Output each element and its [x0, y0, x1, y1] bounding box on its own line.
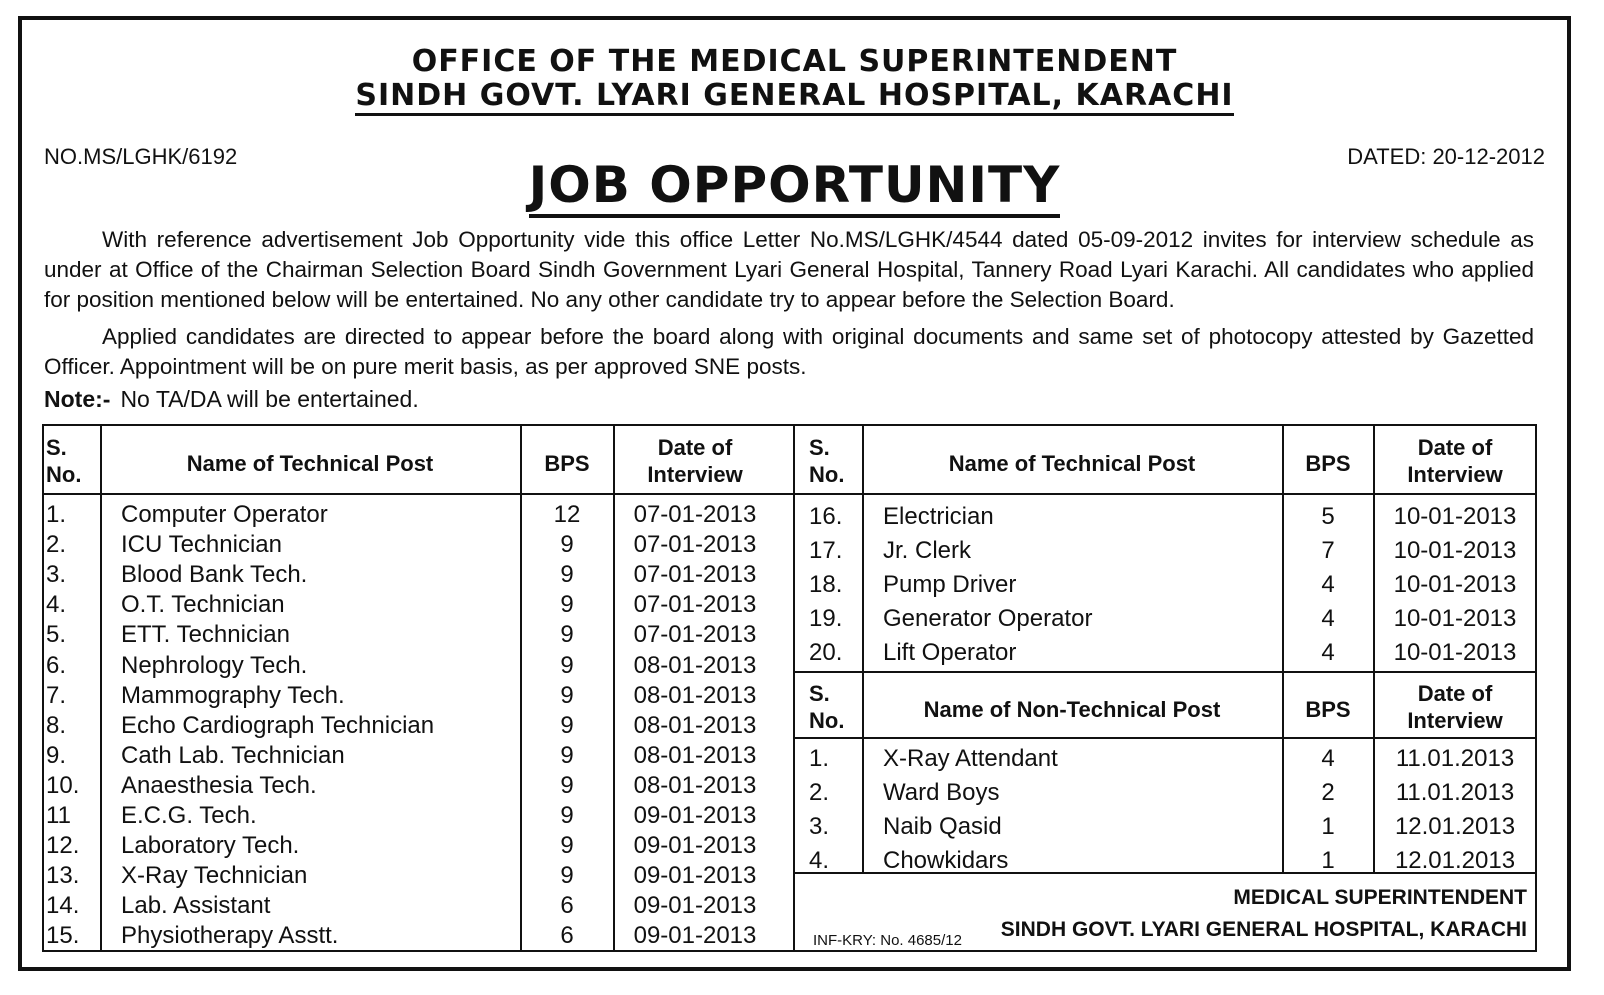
cell-bps: 9: [560, 621, 574, 649]
cell-date: 12.01.2013: [1394, 813, 1516, 840]
cell-date: 08-01-2013: [633, 771, 757, 799]
header-post-name: Name of Technical Post: [186, 451, 434, 476]
cell-sno: 5.: [46, 621, 67, 649]
cell-date: 07-01-2013: [633, 531, 757, 559]
cell-sno: 2.: [809, 779, 830, 806]
cell-bps: 9: [560, 651, 574, 679]
cell-name: Electrician: [883, 503, 994, 530]
page-title-text: JOB OPPORTUNITY: [529, 156, 1061, 218]
cell-name: Lab. Assistant: [121, 892, 271, 920]
paragraph-reference-text: With reference advertisement Job Opportunity vide this office Letter No.MS/LGHK/4544 dated 05-09-2012 invites for interview schedule as under at Office of the Chairman Selection Board Sindh Government Lyari General Hospital, Tannery Road Lyari Karachi. All candidates who applied for position mentioned below will be entertained. No any other candidate try to appear before the Selection Board.: [44, 227, 1534, 312]
header-bps: BPS: [544, 451, 590, 476]
cell-date: 07-01-2013: [633, 591, 757, 619]
cell-bps: 1: [1321, 847, 1335, 874]
cell-date: 10-01-2013: [1393, 605, 1517, 632]
cell-bps: 9: [560, 531, 574, 559]
cell-date: 11.01.2013: [1395, 745, 1515, 772]
cell-sno: 17.: [809, 537, 843, 564]
cell-sno: 14.: [46, 892, 80, 920]
cell-date: 09-01-2013: [633, 922, 757, 950]
paragraph-instructions-text: Applied candidates are directed to appear before the board along with original documents and same set of photocopy attested by Gazetted Officer. Appointment will be on pure merit basis, as per approved SNE posts.: [44, 324, 1534, 379]
cell-date: 10-01-2013: [1393, 537, 1517, 564]
header-sno-right: S. No.: [809, 435, 845, 487]
cell-bps: 4: [1321, 571, 1335, 598]
cell-date: 10-01-2013: [1393, 571, 1517, 598]
cell-date: 09-01-2013: [633, 832, 757, 860]
cell-sno: 9.: [46, 741, 67, 769]
cell-name: Laboratory Tech.: [121, 832, 300, 860]
cell-date: 09-01-2013: [633, 802, 757, 829]
cell-sno: 7.: [46, 681, 67, 709]
cell-bps: 7: [1321, 537, 1335, 564]
cell-date: 08-01-2013: [633, 651, 757, 679]
cell-name: Jr. Clerk: [883, 537, 972, 564]
cell-name: Physiotherapy Asstt.: [121, 922, 339, 950]
cell-date: 10-01-2013: [1393, 503, 1517, 530]
cell-name: Cath Lab. Technician: [121, 741, 345, 769]
technical-posts-table-right: [793, 424, 1537, 952]
cell-date: 07-01-2013: [633, 561, 757, 589]
cell-sno: 6.: [46, 651, 67, 679]
cell-name: Echo Cardiograph Technician: [121, 711, 435, 739]
cell-sno: 2.: [46, 531, 67, 559]
cell-bps: 9: [560, 591, 574, 619]
cell-name: ICU Technician: [121, 531, 282, 559]
cell-sno: 13.: [46, 862, 80, 890]
cell-name: Naib Qasid: [883, 813, 1002, 840]
cell-name: Generator Operator: [883, 605, 1093, 632]
cell-bps: 2: [1321, 779, 1335, 806]
hospital-heading-text: SINDH GOVT. LYARI GENERAL HOSPITAL, KARACHI: [355, 78, 1233, 116]
cell-bps: 6: [560, 922, 574, 950]
header-date: Date of Interview: [647, 435, 743, 487]
header-nontech-post-name: Name of Non-Technical Post: [923, 697, 1221, 722]
cell-sno: 11: [46, 802, 71, 829]
cell-name: Computer Operator: [121, 501, 328, 528]
cell-bps: 6: [560, 892, 574, 920]
cell-date: 09-01-2013: [633, 862, 757, 890]
cell-date: 11.01.2013: [1395, 779, 1515, 806]
cell-sno: 10.: [46, 771, 80, 799]
cell-date: 12.01.2013: [1394, 847, 1516, 874]
cell-name: E.C.G. Tech.: [121, 802, 257, 829]
header-sno: S. No.: [46, 435, 82, 487]
cell-bps: 9: [560, 741, 574, 769]
cell-sno: 15.: [46, 922, 80, 950]
cell-bps: 4: [1321, 639, 1335, 666]
cell-name: Nephrology Tech.: [121, 651, 308, 679]
cell-sno: 3.: [46, 561, 67, 589]
cell-bps: 12: [553, 501, 581, 528]
cell-sno: 8.: [46, 711, 67, 739]
note-label: Note:-: [44, 386, 111, 412]
header-bps-right: BPS: [1305, 451, 1351, 476]
cell-bps: 9: [560, 771, 574, 799]
cell-bps: 9: [560, 802, 574, 829]
page-title: [22, 156, 1567, 214]
cell-sno: 4.: [809, 847, 830, 874]
cell-sno: 16.: [809, 503, 843, 530]
hospital-heading: [22, 78, 1567, 113]
cell-sno: 4.: [46, 591, 67, 619]
cell-name: Mammography Tech.: [121, 681, 345, 709]
note-text: No TA/DA will be entertained.: [120, 386, 419, 412]
cell-name: X-Ray Attendant: [883, 745, 1058, 772]
header-sno-nontech: S. No.: [809, 681, 845, 733]
cell-sno: 3.: [809, 813, 830, 840]
cell-bps: 5: [1321, 503, 1335, 530]
reference-number: NO.MS/LGHK/6192: [44, 144, 238, 169]
office-heading: OFFICE OF THE MEDICAL SUPERINTENDENT: [411, 44, 1178, 79]
cell-sno: 1.: [46, 501, 67, 528]
signature-hospital: SINDH GOVT. LYARI GENERAL HOSPITAL, KARACHI: [1000, 918, 1527, 941]
cell-bps: 4: [1321, 605, 1335, 632]
cell-sno: 20.: [809, 639, 843, 666]
cell-date: 07-01-2013: [633, 501, 757, 528]
cell-name: ETT. Technician: [121, 621, 290, 649]
dated: DATED: 20-12-2012: [1347, 144, 1545, 169]
cell-bps: 9: [560, 711, 574, 739]
cell-name: O.T. Technician: [121, 591, 285, 619]
cell-name: Lift Operator: [883, 639, 1017, 666]
header-date-nontech: Date of Interview: [1407, 681, 1503, 733]
note: [44, 386, 419, 413]
cell-name: Anaesthesia Tech.: [121, 771, 317, 799]
cell-date: 07-01-2013: [633, 621, 757, 649]
cell-date: 10-01-2013: [1393, 639, 1517, 666]
cell-sno: 18.: [809, 571, 843, 598]
cell-date: 08-01-2013: [633, 741, 757, 769]
header-date-right: Date of Interview: [1407, 435, 1503, 487]
cell-name: Blood Bank Tech.: [121, 561, 308, 589]
cell-bps: 9: [560, 862, 574, 890]
cell-name: Pump Driver: [883, 571, 1017, 598]
cell-bps: 9: [560, 561, 574, 589]
cell-name: X-Ray Technician: [121, 862, 308, 890]
header-post-name-right: Name of Technical Post: [948, 451, 1196, 476]
cell-bps: 9: [560, 681, 574, 709]
paragraph-instructions: [44, 322, 1534, 382]
cell-date: 08-01-2013: [633, 681, 757, 709]
cell-sno: 1.: [809, 745, 830, 772]
inf-number: INF-KRY: No. 4685/12: [813, 932, 962, 949]
cell-date: 08-01-2013: [633, 711, 757, 739]
header-bps-nontech: BPS: [1305, 697, 1351, 722]
cell-date: 09-01-2013: [633, 892, 757, 920]
cell-name: Ward Boys: [883, 779, 1000, 806]
paragraph-reference: [44, 225, 1534, 315]
advertisement-frame: [18, 16, 1571, 971]
signature-title: MEDICAL SUPERINTENDENT: [1233, 886, 1527, 909]
cell-name: Chowkidars: [883, 847, 1009, 874]
technical-posts-table-left: [42, 424, 795, 952]
cell-bps: 9: [560, 832, 574, 860]
cell-sno: 12.: [46, 832, 80, 860]
cell-sno: 19.: [809, 605, 843, 632]
cell-bps: 4: [1321, 745, 1335, 772]
cell-bps: 1: [1321, 813, 1335, 840]
